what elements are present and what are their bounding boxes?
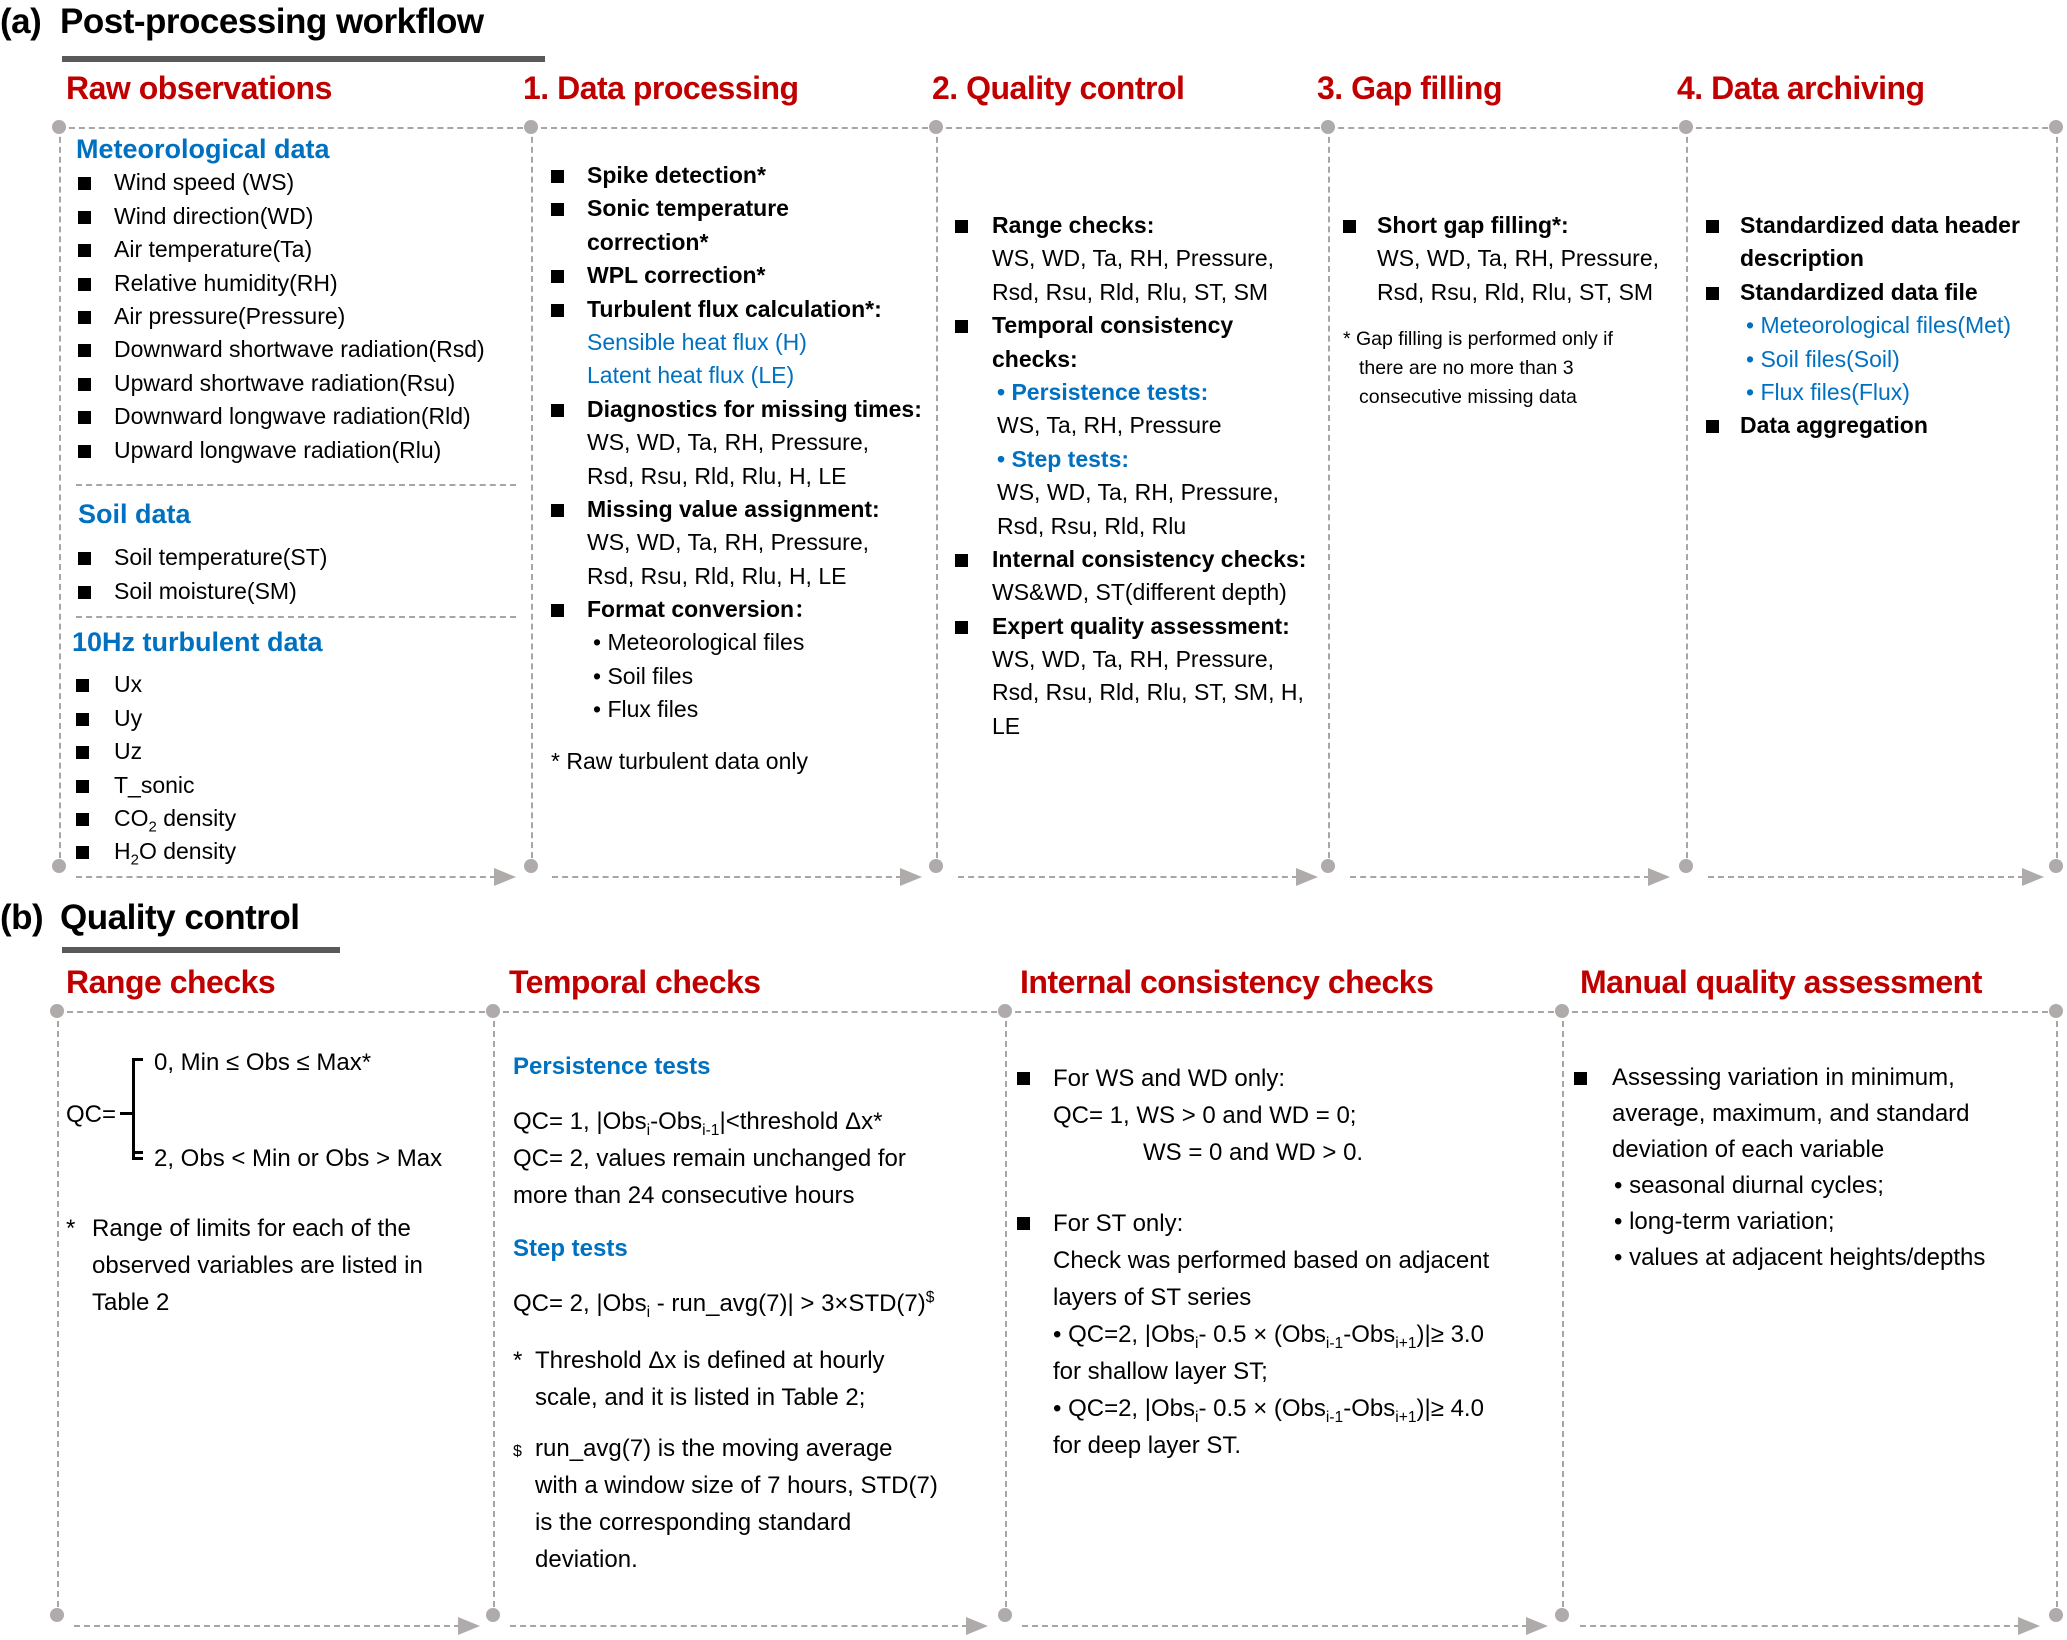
list-item: Short gap filling*: (1343, 209, 1683, 242)
node-dot (52, 859, 66, 873)
arrow-head-icon (1648, 868, 1670, 886)
square-bullet-icon (78, 244, 91, 257)
internal-consistency-content: For WS and WD only: QC= 1, WS > 0 and WD = 0; WS = 0 and WD > 0. For ST only: Check was performed based on adjacent layers of ST series • QC=2, |Obs$_i$- 0.5 × (Obs$_{i-1}$-Obs$_{i+1}$)|≥ 3.0 for shallow layer ST; • QC=2, |Obs$_i$- 0.5 × (Obs$_{i-1}$-Obs$_{i+1}$)|≥ 4.0 for deep layer ST. (1017, 1060, 1557, 1464)
list-item-cont: WS, WD, Ta, RH, Pressure, (587, 429, 870, 456)
arrow-head-icon (494, 868, 516, 886)
qc-label: QC= (66, 1101, 117, 1128)
square-bullet-icon (78, 344, 91, 357)
persistence-rule-1: QC= 1, |Obs$_i$-Obs$_{i-1}$|<threshold Δx* (513, 1108, 883, 1139)
square-bullet-icon (76, 679, 89, 692)
square-bullet-icon (551, 404, 564, 417)
col-title-data-processing: 1. Data processing (523, 70, 799, 106)
sub-bullet: • Soil files (593, 662, 694, 689)
footnote: * Raw turbulent data only (551, 747, 808, 774)
range-case-1: 0, Min ≤ Obs ≤ Max* (154, 1049, 372, 1076)
temporal-note-2: $ run_avg(7) is the moving average (513, 1435, 893, 1462)
square-bullet-icon (551, 170, 564, 183)
col-title-quality-control: 2. Quality control (932, 70, 1185, 106)
panel-b-heading: Quality control (60, 898, 300, 937)
list-item: Air pressure(Pressure) (76, 300, 526, 333)
group-separator (76, 484, 516, 486)
square-bullet-icon (78, 445, 91, 458)
gap-filling-content (1343, 209, 1683, 309)
square-bullet-icon (955, 554, 968, 567)
square-bullet-icon (78, 311, 91, 324)
list-item-cont: WS, WD, Ta, RH, Pressure, (992, 245, 1275, 272)
flow-arrow-line (552, 876, 902, 878)
list-item-cont: Rsd, Rsu, Rld, Rlu, ST, SM (992, 278, 1269, 305)
square-bullet-icon (78, 177, 91, 190)
list-item: Upward shortwave radiation(Rsu) (76, 367, 526, 400)
list-item: WPL correction* (551, 259, 931, 292)
square-bullet-icon (1706, 420, 1719, 433)
node-dot (524, 859, 538, 873)
arrow-head-icon (1526, 1617, 1548, 1635)
list-item-cont: Latent heat flux (LE) (587, 362, 795, 389)
sub-bullet: • values at adjacent heights/depths (1614, 1244, 1986, 1271)
panel-a-underline (62, 56, 545, 62)
list-item: Temporal consistency (955, 309, 1325, 342)
arrow-head-icon (1296, 868, 1318, 886)
square-bullet-icon (1017, 1217, 1030, 1230)
list-item: Internal consistency checks: (955, 543, 1325, 576)
raw-observations-content (76, 133, 526, 467)
turbulent-data-content (72, 626, 522, 869)
node-dot (50, 1004, 64, 1018)
list-item-cont: WS, WD, Ta, RH, Pressure, (997, 479, 1280, 506)
list-item: Upward longwave radiation(Rlu) (76, 434, 526, 467)
list-item: Standardized data file (1706, 276, 2056, 309)
square-bullet-icon (78, 586, 91, 599)
node-dot (486, 1608, 500, 1622)
data-processing-content (551, 159, 931, 778)
square-bullet-icon (76, 813, 89, 826)
list-item (72, 802, 522, 835)
flow-arrow-line (1022, 1625, 1528, 1627)
node-dot (52, 120, 66, 134)
square-bullet-icon (955, 320, 968, 333)
sub-bullet: • Persistence tests: (997, 378, 1209, 405)
list-item-cont: Rsd, Rsu, Rld, Rlu (997, 512, 1187, 539)
st-rule-deep: • QC=2, |Obs$_i$- 0.5 × (Obs$_{i-1}$-Obs$_{i+1}$)|≥ 4.0 (1053, 1395, 1484, 1426)
list-item: Sonic temperature (551, 192, 931, 225)
temporal-checks-content: Persistence tests QC= 1, |Obs$_i$-Obs$_{i-1}$|<threshold Δx* QC= 2, values remain unchanged for more than 24 consecutive hours Step tests QC= 2, |Obs$_i$ - run_avg(7)| > 3×STD(7)$ * Threshold Δx is defined at hourly scale, and it is listed in Table 2; $ run_avg(7) is the moving average with a window size of 7 hours, STD(7) is the corresponding standard deviation. (513, 1048, 1003, 1578)
col-title-internal-consistency: Internal consistency checks (1020, 964, 1434, 1000)
flow-arrow-line (1350, 876, 1650, 878)
list-item-cont: Rsd, Rsu, Rld, Rlu, ST, SM, H, (992, 679, 1304, 706)
panel-a-heading: Post-processing workflow (60, 2, 484, 41)
node-dot (486, 1004, 500, 1018)
node-dot (2049, 120, 2063, 134)
list-item: For ST only: (1017, 1205, 1557, 1242)
flow-arrow-line (510, 1625, 968, 1627)
list-item: Uz (72, 735, 522, 768)
col-title-manual-quality: Manual quality assessment (1580, 964, 1982, 1000)
node-dot (1679, 120, 1693, 134)
soil-data-content (78, 498, 528, 608)
square-bullet-icon (551, 604, 564, 617)
square-bullet-icon (551, 504, 564, 517)
list-item-cont: WS, WD, Ta, RH, Pressure, (1377, 245, 1660, 272)
panel-b-underline (62, 947, 340, 953)
group-separator (76, 616, 516, 618)
square-bullet-icon (78, 411, 91, 424)
step-heading: Step tests (513, 1235, 628, 1262)
node-dot (929, 859, 943, 873)
flow-arrow-line (74, 1625, 460, 1627)
node-dot (1555, 1608, 1569, 1622)
col-title-raw: Raw observations (66, 70, 332, 106)
node-dot (2049, 1608, 2063, 1622)
list-item: Spike detection* (551, 159, 931, 192)
arrow-head-icon (458, 1617, 480, 1635)
square-bullet-icon (1706, 287, 1719, 300)
square-bullet-icon (1017, 1072, 1030, 1085)
sub-bullet: • Soil files(Soil) (1746, 345, 1900, 372)
square-bullet-icon (76, 746, 89, 759)
node-dot (929, 120, 943, 134)
list-item: Assessing variation in minimum, (1574, 1060, 2054, 1096)
list-item-cont: WS, WD, Ta, RH, Pressure, (587, 529, 870, 556)
panel-a-label: (a) (0, 2, 42, 41)
range-checks-footnote: * Range of limits for each of the observed variables are listed in Table 2 (66, 1215, 423, 1316)
square-bullet-icon (551, 304, 564, 317)
col-title-temporal-checks: Temporal checks (509, 964, 761, 1000)
node-dot (524, 120, 538, 134)
sub-bullet: • Step tests: (997, 445, 1130, 472)
list-item: Data aggregation (1706, 409, 2056, 442)
manual-quality-content: Assessing variation in minimum, average, maximum, and standard deviation of each variable • seasonal diurnal cycles; • long-term variation; • values at adjacent heights/depths (1574, 1060, 2054, 1276)
arrow-head-icon (966, 1617, 988, 1635)
list-item: Expert quality assessment: (955, 610, 1325, 643)
persistence-heading: Persistence tests (513, 1053, 711, 1080)
flow-arrow-line (76, 876, 496, 878)
flow-arrow-line (1708, 876, 2024, 878)
list-item: Soil temperature(ST) (78, 541, 528, 574)
list-item: Uy (72, 702, 522, 735)
square-bullet-icon (551, 270, 564, 283)
col-title-data-archiving: 4. Data archiving (1677, 70, 1925, 106)
square-bullet-icon (1574, 1072, 1587, 1085)
list-item: Wind direction(WD) (76, 200, 526, 233)
square-bullet-icon (78, 552, 91, 565)
sub-bullet: • Meteorological files(Met) (1746, 312, 2011, 339)
square-bullet-icon (1706, 220, 1719, 233)
list-item-cont: WS, Ta, RH, Pressure (997, 412, 1222, 439)
flow-arrow-line (958, 876, 1298, 878)
gap-filling-footnote: * Gap filling is performed only if there are no more than 3 consecutive missing data (1343, 328, 1613, 408)
sub-bullet: • Flux files(Flux) (1746, 378, 1910, 405)
node-dot (2049, 1004, 2063, 1018)
node-dot (998, 1004, 1012, 1018)
square-bullet-icon (76, 713, 89, 726)
list-item-cont: checks: (992, 345, 1078, 372)
list-item-cont: LE (992, 712, 1021, 739)
list-item: Air temperature(Ta) (76, 233, 526, 266)
arrow-head-icon (2018, 1617, 2040, 1635)
list-item: Missing value assignment: (551, 493, 931, 526)
node-dot (1679, 859, 1693, 873)
list-item-cont: Rsd, Rsu, Rld, Rlu, H, LE (587, 462, 847, 489)
co2-density: $CO_2$ density (114, 804, 237, 836)
sub-bullet: • long-term variation; (1614, 1208, 1835, 1235)
h2o-density: $H_2O$ density (114, 838, 237, 869)
persistence-rule-2: QC= 2, values remain unchanged for (513, 1145, 906, 1172)
list-item: Turbulent flux calculation*: (551, 293, 931, 326)
list-item-cont: Sensible heat flux (H) (587, 328, 807, 355)
square-bullet-icon (78, 211, 91, 224)
list-item-cont: description (1740, 245, 1864, 272)
list-item: Range checks: (955, 209, 1325, 242)
sub-bullet: • Meteorological files (593, 629, 805, 656)
square-bullet-icon (1343, 220, 1356, 233)
col-title-range-checks: Range checks (66, 964, 276, 1000)
list-item-cont: Rsd, Rsu, Rld, Rlu, H, LE (587, 562, 847, 589)
square-bullet-icon (76, 846, 89, 859)
list-item: Format conversion： (551, 593, 931, 626)
list-item: Downward shortwave radiation(Rsd) (76, 333, 526, 366)
square-bullet-icon (955, 220, 968, 233)
node-dot (1555, 1004, 1569, 1018)
brace-tick (135, 1058, 143, 1061)
group-heading-turbulent: 10Hz turbulent data (72, 627, 323, 657)
panel-b-label: (b) (0, 898, 44, 937)
list-item: T_sonic (72, 769, 522, 802)
quality-control-content (955, 209, 1325, 743)
persistence-rule-2-cont: more than 24 consecutive hours (513, 1182, 855, 1209)
panel-b-title (0, 898, 299, 938)
list-item: For WS and WD only: (1017, 1060, 1557, 1097)
list-item-cont: WS&WD, ST(different depth) (992, 579, 1287, 606)
list-item (72, 835, 522, 868)
panel-a-title (0, 2, 484, 42)
node-dot (1321, 120, 1335, 134)
node-dot (1321, 859, 1335, 873)
square-bullet-icon (551, 203, 564, 216)
brace-tick (135, 1151, 143, 1154)
list-item: Standardized data header (1706, 209, 2056, 242)
brace-connector (120, 1112, 132, 1115)
flow-arrow-line (1580, 1625, 2020, 1627)
square-bullet-icon (955, 621, 968, 634)
sub-bullet: • Flux files (593, 696, 699, 723)
list-item: Wind speed (WS) (76, 166, 526, 199)
list-item-cont: WS, WD, Ta, RH, Pressure, (992, 646, 1275, 673)
list-item-cont: Rsd, Rsu, Rld, Rlu, ST, SM (1377, 278, 1654, 305)
group-heading-soil: Soil data (78, 499, 191, 529)
arrow-head-icon (2022, 868, 2044, 886)
range-case-2: 2, Obs < Min or Obs > Max (154, 1145, 443, 1172)
arrow-head-icon (900, 868, 922, 886)
data-archiving-content (1706, 209, 2056, 443)
node-dot (2049, 859, 2063, 873)
temporal-note-1: * Threshold Δx is defined at hourly (513, 1347, 885, 1374)
node-dot (998, 1608, 1012, 1622)
square-bullet-icon (78, 278, 91, 291)
list-item: Diagnostics for missing times: (551, 393, 931, 426)
step-rule: QC= 2, |Obs$_i$ - run_avg(7)| > 3×STD(7)$ (513, 1289, 935, 1321)
node-dot (50, 1608, 64, 1622)
list-item-cont: correction* (587, 228, 709, 255)
list-item: Soil moisture(SM) (78, 575, 528, 608)
group-heading-meteorological: Meteorological data (76, 134, 330, 164)
list-item: Relative humidity(RH) (76, 267, 526, 300)
square-bullet-icon (76, 780, 89, 793)
sub-bullet: • seasonal diurnal cycles; (1614, 1172, 1884, 1199)
brace-icon (132, 1058, 143, 1160)
square-bullet-icon (78, 378, 91, 391)
col-title-gap-filling: 3. Gap filling (1317, 70, 1503, 106)
list-item: Ux (72, 668, 522, 701)
list-item: Downward longwave radiation(Rld) (76, 400, 526, 433)
st-rule-shallow: • QC=2, |Obs$_i$- 0.5 × (Obs$_{i-1}$-Obs$_{i+1}$)|≥ 3.0 (1053, 1321, 1484, 1352)
